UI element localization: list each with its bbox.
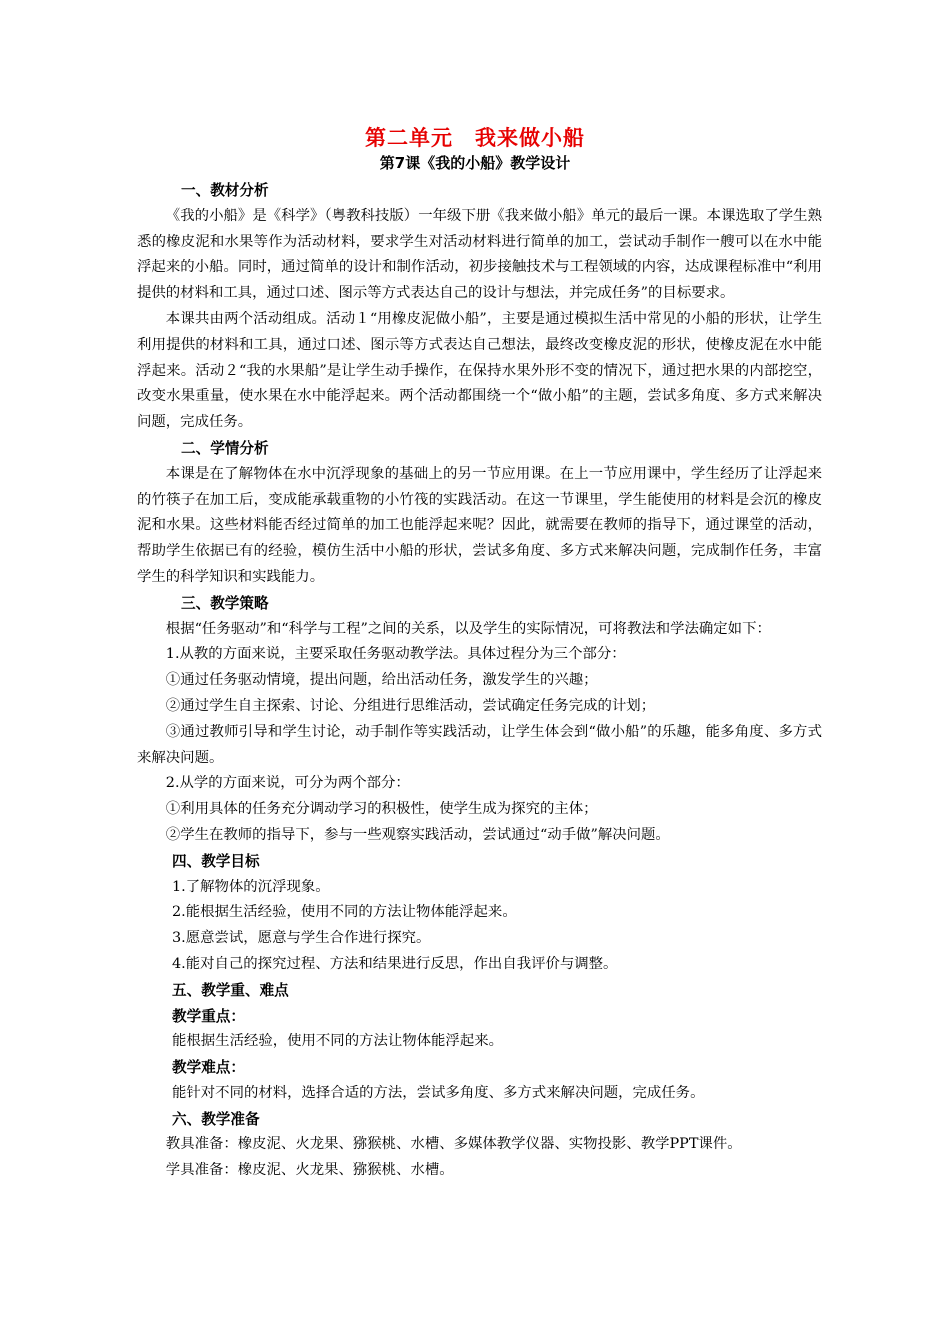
section-heading-4: 四、教学目标 bbox=[172, 852, 260, 870]
section-heading-2: 二、学情分析 bbox=[181, 439, 269, 457]
section-heading-3: 三、教学策略 bbox=[181, 594, 269, 612]
section-heading-1: 一、教材分析 bbox=[181, 182, 269, 199]
difficulty-text: 能针对不同的材料，选择合适的方法，尝试多角度、多方式来解决问题，完成任务。 bbox=[172, 1084, 705, 1101]
key-point-label: 教学重点： bbox=[172, 1007, 245, 1025]
list-item: 2.从学的方面来说，可分为两个部分： bbox=[165, 775, 410, 792]
paragraph: 本课是在了解物体在水中沉浮现象的基础上的另一节应用课。在上一节应用课中，学生经历了让浮起来的竹筷子在加工后，变成能承载重物的小竹筏的实践活动。在这一节课里，学生能使用的材料是会沉的橡皮泥和水果。这些材料能否经过简单的加工也能浮起来呢？因此，就需要在教师的指导下，通过课堂的活动，帮助学生依据已有的经验，模仿生活中小船的形状，尝试多角度、多方式来解决问题，完成制作任务，丰富学生的科学知识和实践能力。 bbox=[137, 465, 822, 585]
key-point-text: 能根据生活经验，使用不同的方法让物体能浮起来。 bbox=[172, 1033, 503, 1050]
list-item: 1.了解物体的沉浮现象。 bbox=[172, 878, 330, 895]
list-item: 2.能根据生活经验，使用不同的方法让物体能浮起来。 bbox=[172, 904, 517, 921]
list-item: ①利用具体的任务充分调动学习的积极性，使学生成为探究的主体； bbox=[165, 801, 598, 818]
lesson-title: 第7课《我的小船》教学设计 bbox=[379, 154, 571, 172]
list-item: ②通过学生自主探索、讨论、分组进行思维活动，尝试确定任务完成的计划； bbox=[165, 697, 656, 714]
list-item: ②学生在教师的指导下，参与一些观察实践活动，尝试通过“动手做”解决问题。 bbox=[165, 826, 670, 843]
list-item: ①通过任务驱动情境，提出问题，给出活动任务，激发学生的兴趣； bbox=[165, 672, 598, 689]
section-heading-6: 六、教学准备 bbox=[172, 1110, 260, 1128]
list-item: 1.从教的方面来说，主要采取任务驱动教学法。具体过程分为三个部分： bbox=[165, 646, 626, 663]
section-heading-5: 五、教学重、难点 bbox=[172, 981, 289, 999]
difficulty-label: 教学难点： bbox=[172, 1059, 245, 1077]
paragraph: 教具准备：橡皮泥、火龙果、猕猴桃、水槽、多媒体教学仪器、实物投影、教学PPT课件。 bbox=[165, 1136, 742, 1153]
document-body bbox=[137, 178, 822, 1184]
paragraph: 本课共由两个活动组成。活动１“用橡皮泥做小船”，主要是通过模拟生活中常见的小船的形状，让学生利用提供的材料和工具，通过口述、图示等方式表达自己想法，最终改变橡皮泥的形状，使橡皮泥在水中能浮起来。活动２“我的水果船”是让学生动手操作，在保持水果外形不变的情况下，通过把水果的内部挖空，改变水果重量，使水果在水中能浮起来。两个活动都围绕一个“做小船”的主题，尝试多角度、多方式来解决问题，完成任务。 bbox=[137, 310, 822, 431]
list-item: ③通过教师引导和学生讨论，动手制作等实践活动，让学生体会到“做小船”的乐趣，能多角度、多方式来解决问题。 bbox=[137, 723, 822, 766]
paragraph: 《我的小船》是《科学》（粤教科技版）一年级下册《我来做小船》单元的最后一课。本课选取了学生熟悉的橡皮泥和水果等作为活动材料，要求学生对活动材料进行简单的加工，尝试动手制作一艘可以在水中能浮起来的小船。同时，通过简单的设计和制作活动，初步接触技术与工程领域的内容，达成课程标准中“利用提供的材料和工具，通过口述、图示等方式表达自己的设计与想法，并完成任务”的目标要求。 bbox=[137, 207, 822, 302]
unit-title: 第二单元 我来做小船 bbox=[365, 126, 585, 150]
paragraph: 学具准备：橡皮泥、火龙果、猕猴桃、水槽。 bbox=[165, 1162, 454, 1179]
list-item: 3.愿意尝试，愿意与学生合作进行探究。 bbox=[172, 930, 431, 947]
paragraph: 根据“任务驱动”和“科学与工程”之间的关系，以及学生的实际情况，可将教法和学法确定如下： bbox=[165, 620, 771, 637]
list-item: 4.能对自己的探究过程、方法和结果进行反思，作出自我评价与调整。 bbox=[172, 955, 618, 972]
